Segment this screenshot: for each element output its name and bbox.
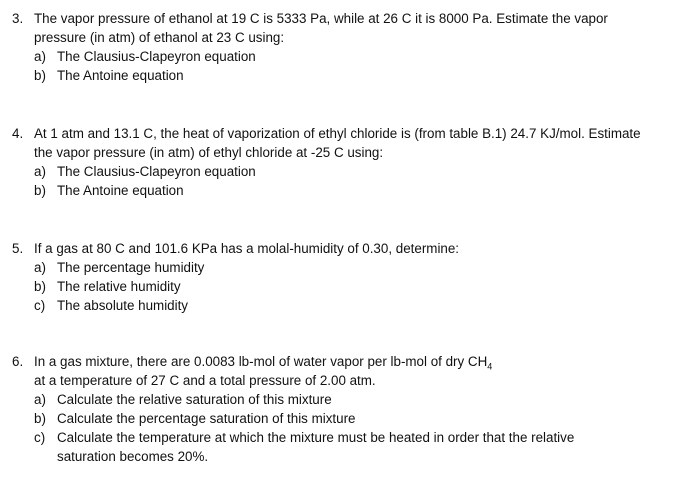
problem-4-item-b bbox=[12, 181, 692, 200]
item-text: The Antoine equation bbox=[57, 68, 184, 83]
item-letter: a) bbox=[34, 49, 46, 64]
problem-number: 3. bbox=[12, 11, 24, 26]
problem-5 bbox=[12, 239, 692, 315]
problem-text bbox=[34, 352, 492, 371]
problem-text: the vapor pressure (in atm) of ethyl chloride at -25 C using: bbox=[34, 145, 384, 160]
problem-number: 6. bbox=[12, 354, 24, 369]
item-letter: b) bbox=[34, 183, 46, 198]
problem-5-item-c bbox=[12, 296, 692, 315]
problem-text-main: In a gas mixture, there are 0.0083 lb-mol of water vapor per lb-mol of dry CH bbox=[34, 354, 488, 369]
problem-6-line-2 bbox=[12, 371, 692, 390]
problem-6-item-a bbox=[12, 390, 692, 409]
item-text: Calculate the temperature at which the mixture must be heated in order that the relative bbox=[57, 430, 575, 445]
item-text: The Clausius-Clapeyron equation bbox=[57, 164, 256, 179]
item-text: The Clausius-Clapeyron equation bbox=[57, 49, 256, 64]
problem-text: If a gas at 80 C and 101.6 KPa has a molal-humidity of 0.30, determine: bbox=[34, 241, 460, 256]
item-text: Calculate the relative saturation of this mixture bbox=[57, 392, 332, 407]
problem-number: 5. bbox=[12, 241, 24, 256]
problem-5-line-1 bbox=[12, 239, 692, 258]
problem-text: pressure (in atm) of ethanol at 23 C using: bbox=[34, 30, 285, 45]
item-letter: a) bbox=[34, 392, 46, 407]
problem-4 bbox=[12, 124, 692, 200]
item-letter: b) bbox=[34, 68, 46, 83]
item-letter: c) bbox=[34, 430, 46, 445]
problem-6 bbox=[12, 352, 692, 466]
problem-5-item-b bbox=[12, 277, 692, 296]
subscript-4: 4 bbox=[487, 361, 493, 372]
item-letter: b) bbox=[34, 279, 46, 294]
problem-text: The vapor pressure of ethanol at 19 C is 5333 Pa, while at 26 C it is 8000 Pa. Estimate the vapor bbox=[34, 11, 608, 26]
problem-4-line-2 bbox=[12, 143, 692, 162]
item-text: The relative humidity bbox=[57, 279, 181, 294]
item-letter: a) bbox=[34, 260, 46, 275]
problem-text: At 1 atm and 13.1 C, the heat of vaporization of ethyl chloride is (from table B.1) 24.7 KJ/mol. Estimate bbox=[34, 126, 641, 141]
problem-4-item-a bbox=[12, 162, 692, 181]
problem-5-item-a bbox=[12, 258, 692, 277]
item-text: The absolute humidity bbox=[57, 298, 189, 313]
item-letter: a) bbox=[34, 164, 46, 179]
problem-4-line-1 bbox=[12, 124, 692, 143]
problem-6-item-c-continuation bbox=[12, 447, 692, 466]
problem-6-item-b bbox=[12, 409, 692, 428]
item-letter: b) bbox=[34, 411, 46, 426]
item-text: The percentage humidity bbox=[57, 260, 205, 275]
problem-6-item-c bbox=[12, 428, 692, 447]
problem-6-line-1 bbox=[12, 352, 692, 371]
item-text: The Antoine equation bbox=[57, 183, 184, 198]
problem-3-line-1 bbox=[12, 9, 692, 28]
problem-text: at a temperature of 27 C and a total pressure of 2.00 atm. bbox=[34, 373, 376, 388]
item-letter: c) bbox=[34, 298, 46, 313]
problem-3-line-2 bbox=[12, 28, 692, 47]
problem-3-item-b bbox=[12, 66, 692, 85]
problem-number: 4. bbox=[12, 126, 24, 141]
problem-3 bbox=[12, 9, 692, 85]
item-text-continuation: saturation becomes 20%. bbox=[57, 449, 209, 464]
problem-3-item-a bbox=[12, 47, 692, 66]
item-text: Calculate the percentage saturation of this mixture bbox=[57, 411, 356, 426]
